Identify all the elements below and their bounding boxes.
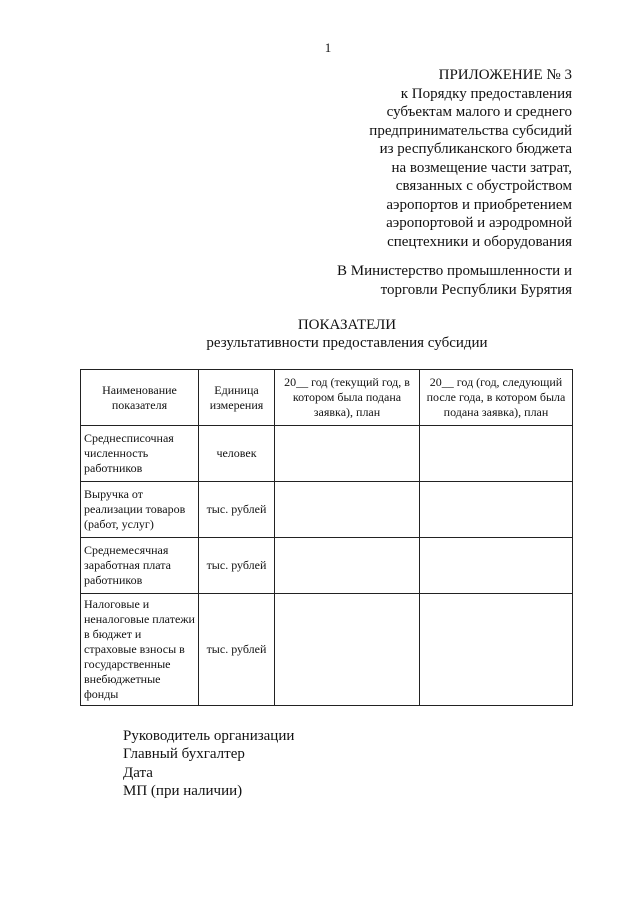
heading-subtitle: результативности предоставления субсидии [206, 335, 488, 351]
table-header-row [81, 370, 573, 426]
appendix-line: связанных с обустройством [395, 178, 572, 194]
indicator-name: Налоговые и неналоговые платежи в бюджет и страховые взносы в государственные внебюджетные фонды [81, 594, 199, 706]
appendix-block [312, 66, 572, 251]
column-header-name: Наименование показателя [81, 370, 199, 426]
heading-title: ПОКАЗАТЕЛИ [297, 317, 397, 333]
indicator-name: Среднесписочная численность работников [81, 426, 199, 482]
indicator-unit: тыс. рублей [199, 594, 275, 706]
addressee-line: В Министерство промышленности и [337, 263, 572, 279]
appendix-line: к Порядку предоставления [400, 85, 572, 102]
next-year-plan-cell[interactable] [420, 594, 573, 706]
column-header-unit: Единица измерения [199, 370, 275, 426]
current-year-plan-cell[interactable] [275, 538, 420, 594]
current-year-plan-cell[interactable] [275, 426, 420, 482]
appendix-line: спецтехники и оборудования [387, 233, 572, 250]
addressee-line: торговли Республики Бурятия [380, 282, 572, 298]
appendix-line: аэропортов и приобретением [386, 196, 572, 213]
next-year-plan-cell[interactable] [420, 538, 573, 594]
indicators-table [80, 369, 573, 706]
table-row [81, 426, 573, 482]
appendix-title: ПРИЛОЖЕНИЕ № 3 [438, 67, 572, 83]
addressee-block [292, 262, 572, 300]
indicator-unit: человек [199, 426, 275, 482]
table-row [81, 482, 573, 538]
column-header-current-year: 20__ год (текущий год, в котором была подана заявка), план [275, 370, 420, 426]
table-row [81, 594, 573, 706]
appendix-line: предпринимательства субсидий [369, 122, 572, 139]
appendix-line: из республиканского бюджета [379, 141, 572, 157]
indicator-name: Выручка от реализации товаров (работ, услуг) [81, 482, 199, 538]
indicator-unit: тыс. рублей [199, 482, 275, 538]
appendix-line: субъектам малого и среднего [386, 104, 572, 120]
document-heading [0, 316, 640, 352]
signature-director: Руководитель организации [123, 728, 295, 744]
next-year-plan-cell[interactable] [420, 426, 573, 482]
column-header-next-year: 20__ год (год, следующий после года, в котором была подана заявка), план [420, 370, 573, 426]
page-number: 1 [324, 40, 332, 55]
indicator-name: Среднемесячная заработная плата работников [81, 538, 199, 594]
next-year-plan-cell[interactable] [420, 482, 573, 538]
appendix-line: на возмещение части затрат, [391, 159, 572, 176]
indicator-unit: тыс. рублей [199, 538, 275, 594]
appendix-line: аэропортовой и аэродромной [386, 215, 572, 231]
signature-date: Дата [123, 764, 153, 781]
signature-chief-accountant: Главный бухгалтер [123, 746, 245, 763]
table-row [81, 538, 573, 594]
current-year-plan-cell[interactable] [275, 594, 420, 706]
current-year-plan-cell[interactable] [275, 482, 420, 538]
signature-block [123, 727, 294, 800]
signature-seal: МП (при наличии) [123, 782, 243, 799]
